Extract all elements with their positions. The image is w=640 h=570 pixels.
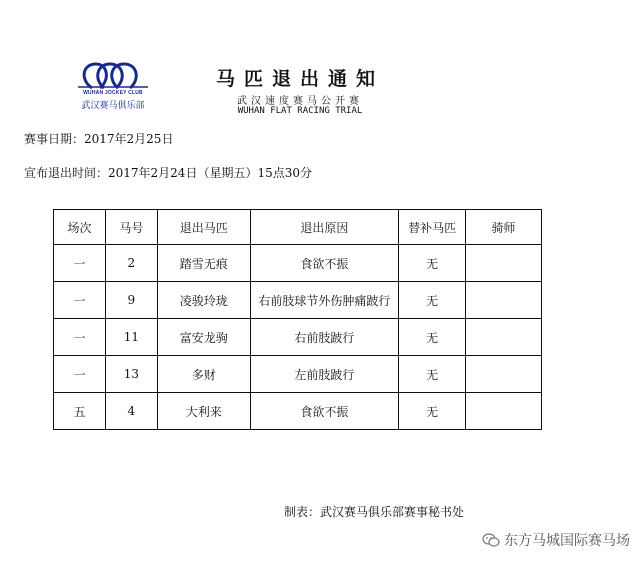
cell-race: 一 bbox=[54, 356, 106, 393]
event-subtitle-english: WUHAN FLAT RACING TRIAL bbox=[237, 106, 363, 116]
col-header-withdrawn-horse: 退出马匹 bbox=[157, 210, 250, 245]
cell-jockey bbox=[466, 319, 542, 356]
table-row bbox=[54, 356, 542, 393]
col-header-horse-number: 马号 bbox=[105, 210, 157, 245]
table-row bbox=[54, 393, 542, 430]
col-header-race: 场次 bbox=[54, 210, 106, 245]
col-header-jockey: 骑师 bbox=[466, 210, 542, 245]
col-header-substitute: 替补马匹 bbox=[399, 210, 466, 245]
watermark-text: 东方马城国际赛马场 bbox=[504, 533, 630, 549]
cell-jockey bbox=[466, 393, 542, 430]
cell-horse-number: 4 bbox=[105, 393, 157, 430]
cell-horse-number: 13 bbox=[105, 356, 157, 393]
cell-race: 一 bbox=[54, 245, 106, 282]
table-row bbox=[54, 319, 542, 356]
cell-substitute: 无 bbox=[399, 319, 466, 356]
watermark bbox=[482, 530, 630, 550]
cell-substitute: 无 bbox=[399, 393, 466, 430]
cell-substitute: 无 bbox=[399, 282, 466, 319]
cell-horse-number: 11 bbox=[105, 319, 157, 356]
cell-substitute: 无 bbox=[399, 356, 466, 393]
cell-jockey bbox=[466, 356, 542, 393]
footer-maker: 制表：武汉赛马俱乐部赛事秘书处 bbox=[284, 505, 465, 519]
withdrawal-table bbox=[53, 209, 542, 430]
page-title: 马匹退出通知 bbox=[215, 68, 384, 90]
cell-reason: 左前肢跛行 bbox=[250, 356, 399, 393]
logo-chinese-name: 武汉赛马俱乐部 bbox=[81, 101, 145, 111]
cell-substitute: 无 bbox=[399, 245, 466, 282]
table-header-row bbox=[54, 210, 542, 245]
cell-horse-number: 9 bbox=[105, 282, 157, 319]
cell-reason: 食欲不振 bbox=[250, 393, 399, 430]
wechat-icon bbox=[482, 533, 500, 547]
cell-horse-name: 大利来 bbox=[157, 393, 250, 430]
col-header-reason: 退出原因 bbox=[250, 210, 399, 245]
cell-race: 五 bbox=[54, 393, 106, 430]
logo-english-name: WUHAN JOCKEY CLUB bbox=[83, 90, 143, 96]
cell-reason: 食欲不振 bbox=[250, 245, 399, 282]
cell-reason: 右前肢球节外伤肿痛跛行 bbox=[250, 282, 399, 319]
cell-jockey bbox=[466, 282, 542, 319]
race-date: 赛事日期：2017年2月25日 bbox=[24, 132, 174, 146]
withdraw-time: 宣布退出时间：2017年2月24日（星期五）15点30分 bbox=[24, 166, 312, 180]
table-row bbox=[54, 245, 542, 282]
club-logo bbox=[70, 60, 156, 112]
cell-horse-name: 凌骏玲珑 bbox=[157, 282, 250, 319]
table-row bbox=[54, 282, 542, 319]
horseshoe-logo-icon bbox=[78, 60, 148, 90]
cell-reason: 右前肢跛行 bbox=[250, 319, 399, 356]
cell-horse-number: 2 bbox=[105, 245, 157, 282]
cell-jockey bbox=[466, 245, 542, 282]
cell-horse-name: 多财 bbox=[157, 356, 250, 393]
cell-horse-name: 富安龙驹 bbox=[157, 319, 250, 356]
cell-horse-name: 踏雪无痕 bbox=[157, 245, 250, 282]
cell-race: 一 bbox=[54, 282, 106, 319]
event-subtitle: 武汉速度赛马公开赛 bbox=[237, 96, 363, 107]
cell-race: 一 bbox=[54, 319, 106, 356]
